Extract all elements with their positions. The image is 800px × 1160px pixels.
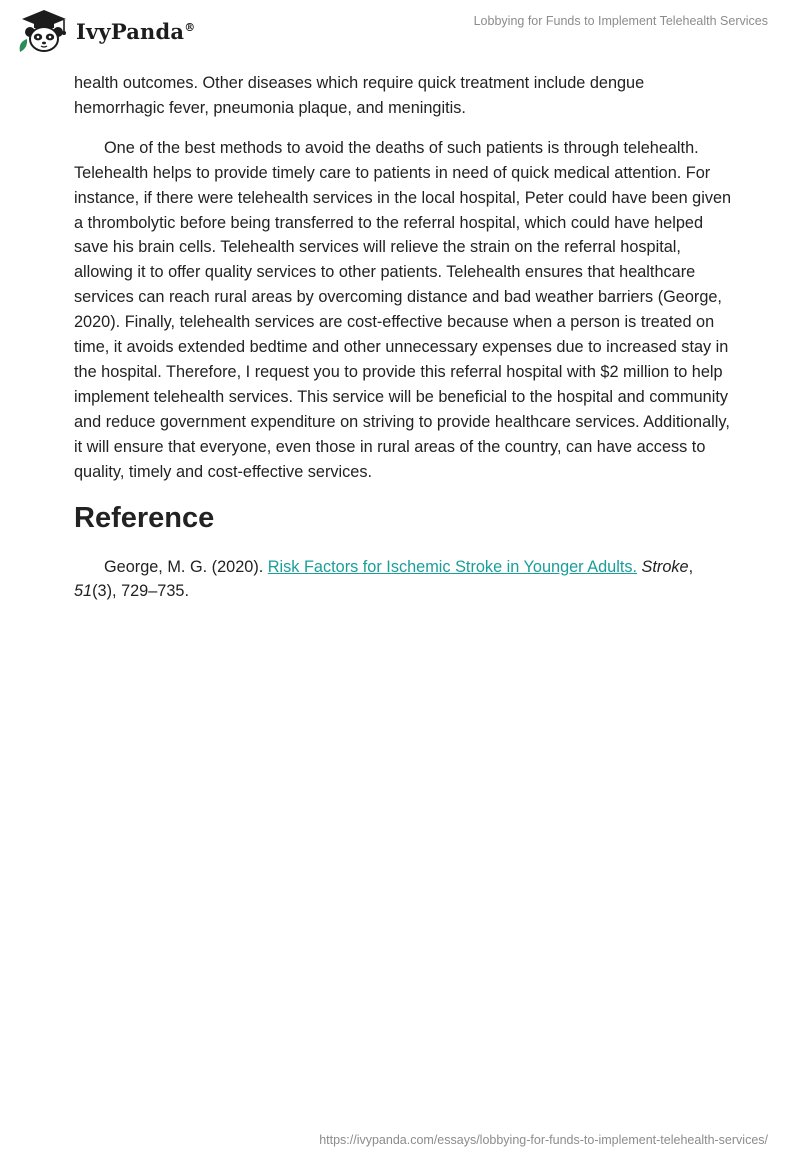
document-title: Lobbying for Funds to Implement Telehealth Services bbox=[473, 14, 768, 28]
brand-name: IvyPanda® bbox=[76, 18, 196, 44]
reference-journal: Stroke bbox=[641, 557, 689, 576]
reference-issue-pages: (3), 729–735. bbox=[92, 582, 189, 601]
body-paragraph-2: One of the best methods to avoid the deaths of such patients is through telehealth. Telehealth helps to provide timely care to patients in need of quick medical attention. For instance, if there were telehealth services in the local hospital, Peter could have been given a thrombolytic before being transferred to the referral hospital, which could have helped save his brain cells. Telehealth services will relieve the strain on the referral hospital, allowing it to offer quality services to other patients. Telehealth ensures that healthcare services can reach rural areas by overcoming distance and bad weather barriers (George, 2020). Finally, telehealth services are cost-effective because when a person is treated on time, it avoids extended bedtime and other unnecessary expenses due to increased stay in the hospital. Therefore, I request you to provide this referral hospital with $2 million to help implement telehealth services. This service will be beneficial to the hospital and community and reduce government expenditure on striving to provide healthcare services. Additionally, it will ensure that everyone, even those in rural areas of the country, can have access to quality, timely and cost-effective services. bbox=[74, 138, 732, 481]
footer-url[interactable]: https://ivypanda.com/essays/lobbying-for-funds-to-implement-telehealth-services/ bbox=[319, 1133, 768, 1147]
reference-separator: , bbox=[688, 557, 694, 576]
reference-entry bbox=[74, 555, 734, 605]
body-paragraph-1: health outcomes. Other diseases which require quick treatment include dengue hemorrhagic fever, pneumonia plaque, and meningitis. bbox=[74, 74, 645, 117]
panda-graduate-icon bbox=[14, 8, 74, 54]
ivypanda-logo[interactable] bbox=[14, 8, 195, 54]
reference-author-year: George, M. G. (2020). bbox=[104, 557, 268, 576]
reference-volume: 51 bbox=[74, 582, 93, 601]
registered-mark: ® bbox=[184, 20, 196, 34]
reference-heading: Reference bbox=[74, 501, 215, 534]
reference-title-link[interactable]: Risk Factors for Ischemic Stroke in Younger Adults. bbox=[267, 557, 638, 576]
essay-content bbox=[74, 71, 734, 604]
